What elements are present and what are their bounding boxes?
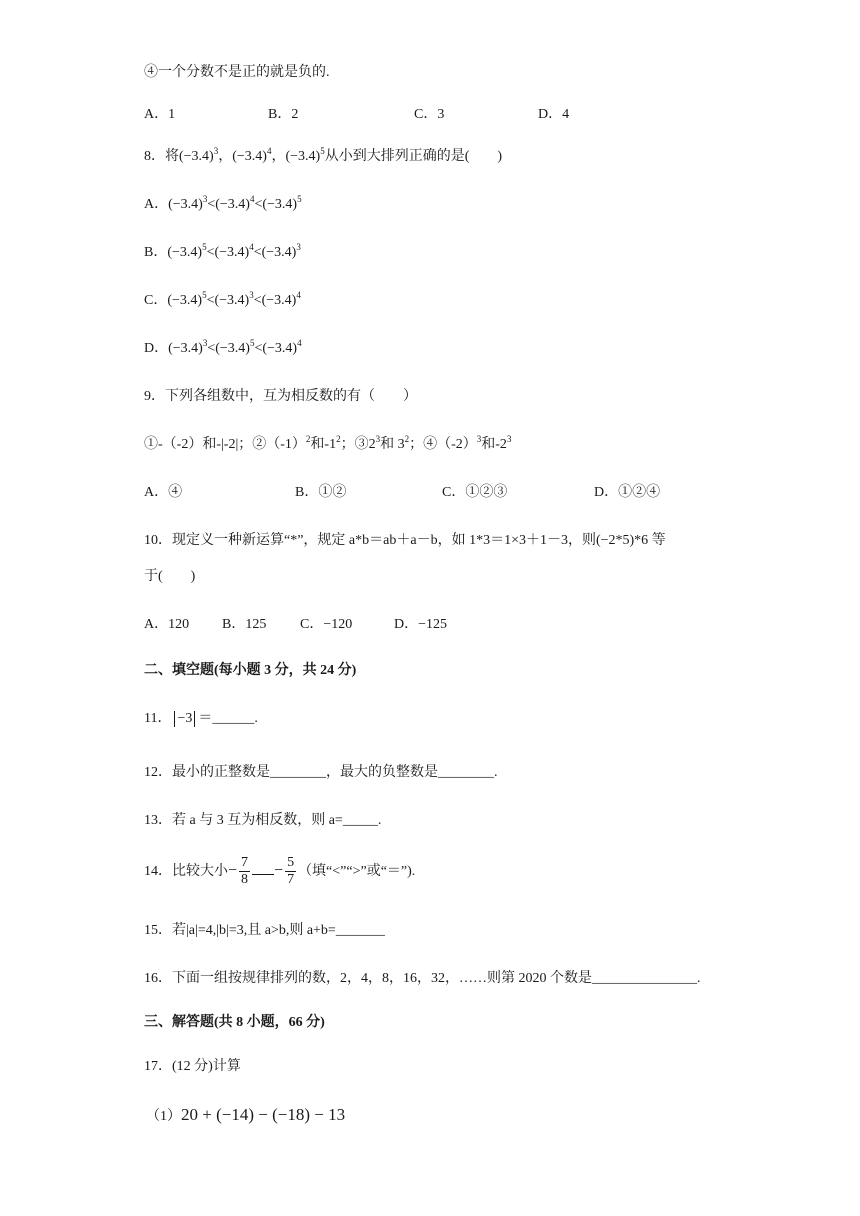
question-14: 14．比较大小− $\frac{7}{8}$ − $\frac{5}{7}$ （填“<”“>”或“＝”). — [144, 855, 416, 888]
q10-option-d: D．−125 — [394, 617, 448, 632]
q10-option-b: B．125 — [222, 617, 267, 632]
q9-option-a: A．④ — [144, 485, 183, 500]
question-8-stem: 8．将$(-3.4)^3$，$(-3.4)^4$，$(-3.4)^5$从小到大排列正确的是( ) — [144, 146, 503, 164]
section-2-heading: 二、填空题(每小题 3 分，共 24 分) — [144, 663, 357, 678]
question-9-groups: ①-（-2）和-|-2|；$②(-1)^2$和$-1^2$；$③2^3$和 $3^2$；$④(-2)^3$和$-2^3$ — [144, 434, 512, 452]
fraction-7-8: $\frac{7}{8}$ — [241, 855, 249, 888]
fraction-5-7: $\frac{5}{7}$ — [287, 855, 295, 888]
question-10-stem-line2: 于( ) — [144, 569, 196, 584]
comparison-blank — [252, 862, 274, 875]
question-11: 11． −3 ＝______. — [144, 711, 258, 726]
q7-option-c: C．3 — [414, 107, 445, 122]
question-15: 15．若|a|=4,|b|=3,且 a>b,则 a+b=_______ — [144, 923, 385, 938]
q9-option-b: B．①② — [295, 485, 347, 500]
question-12: 12．最小的正整数是________，最大的负整数是________. — [144, 765, 498, 780]
q8-option-d: D．$(-3.4)^3<(-3.4)^5<(-3.4)^4$ — [144, 338, 302, 356]
q8-option-c: C．$(-3.4)^5<(-3.4)^3<(-3.4)^4$ — [144, 290, 301, 308]
question-13: 13．若 a 与 3 互为相反数，则 a=_____. — [144, 813, 382, 828]
absolute-value: −3 — [174, 711, 195, 727]
question-16: 16．下面一组按规律排列的数，2，4，8，16，32，……则第 2020 个数是_______________. — [144, 971, 701, 986]
q8-option-a: A．$(-3.4)^3<(-3.4)^4<(-3.4)^5$ — [144, 194, 302, 212]
q9-option-d: D．①②④ — [594, 485, 661, 500]
section-3-heading: 三、解答题(共 8 小题，66 分) — [144, 1015, 325, 1030]
question-10-stem-line1: 10．现定义一种新运算“*”，规定 a*b＝ab＋a－b，如 1*3＝1×3＋1－3，则(−2*5)*6 等 — [144, 533, 666, 548]
q10-option-a: A．120 — [144, 617, 190, 632]
q10-option-c: C．−120 — [300, 617, 353, 632]
q8-option-b: B．$(-3.4)^5<(-3.4)^4<(-3.4)^3$ — [144, 242, 301, 260]
q9-option-c: C．①②③ — [442, 485, 508, 500]
question-17-part-1: （1）20 + (−14) − (−18) − 13 — [146, 1105, 346, 1124]
q7-option-a: A．1 — [144, 107, 176, 122]
statement-4: ④一个分数不是正的就是负的. — [144, 65, 330, 80]
question-9-stem: 9．下列各组数中，互为相反数的有（ ） — [144, 389, 417, 404]
question-17: 17．(12 分)计算 — [144, 1059, 241, 1074]
q7-option-b: B．2 — [268, 107, 299, 122]
q7-option-d: D．4 — [538, 107, 570, 122]
expression: 20 + (−14) − (−18) − 13 — [181, 1105, 346, 1124]
